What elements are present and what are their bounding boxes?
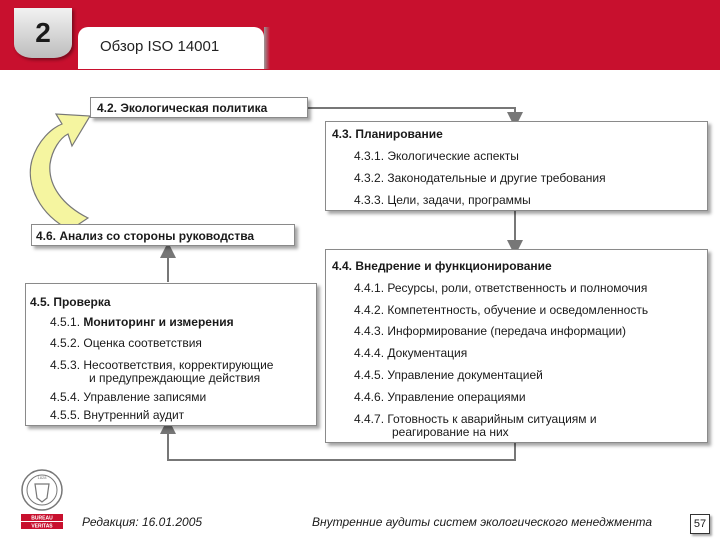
policy-box	[90, 97, 308, 118]
planning-box	[325, 121, 708, 211]
checking-item: и предупреждающие действия	[89, 371, 261, 385]
logo-brand-line1: BUREAU	[31, 515, 53, 522]
checking-item: 4.5.2. Оценка соответствия	[50, 336, 202, 350]
management-review-label: 4.6. Анализ со стороны руководства	[36, 229, 255, 243]
page-number: 57	[690, 514, 710, 534]
checking-item: 4.5.5. Внутренний аудит	[50, 408, 185, 422]
implementation-item: 4.4.5. Управление документацией	[354, 368, 543, 382]
implementation-item: 4.4.7. Готовность к аварийным ситуациям и	[354, 412, 597, 426]
checking-item: 4.5.4. Управление записями	[50, 390, 207, 404]
management-review-box	[31, 224, 295, 246]
implementation-item: 4.4.4. Документация	[354, 346, 468, 360]
implementation-box	[325, 249, 708, 443]
logo-brand-line2: VERITAS	[31, 523, 53, 530]
implementation-item: 4.4.3. Информирование (передача информации)	[354, 324, 627, 338]
implementation-item: реагирование на них	[392, 425, 509, 439]
checking-item-prefix: 4.5.1.	[50, 315, 84, 329]
footer-title: Внутренние аудиты систем экологического менеджмента	[312, 515, 653, 529]
policy-label: 4.2. Экологическая политика	[97, 101, 268, 115]
slide-number: 2	[14, 8, 72, 58]
planning-item: 4.3.2. Законодательные и другие требования	[354, 171, 606, 185]
checking-item: 4.5.3. Несоответствия, корректирующие	[50, 358, 274, 372]
page-title: Обзор ISO 14001	[78, 27, 264, 69]
implementation-item: 4.4.2. Компетентность, обучение и осведомленность	[354, 303, 649, 317]
checking-item-bold: Мониторинг и измерения	[83, 315, 234, 329]
implementation-item: 4.4.1. Ресурсы, роли, ответственность и полномочия	[354, 281, 648, 295]
planning-item: 4.3.3. Цели, задачи, программы	[354, 193, 531, 207]
checking-box	[25, 283, 317, 426]
curved-arrow-icon	[30, 114, 90, 230]
bureau-veritas-logo	[17, 468, 67, 530]
footer-date: Редакция: 16.01.2005	[82, 515, 203, 529]
planning-item: 4.3.1. Экологические аспекты	[354, 149, 519, 163]
checking-item	[50, 316, 234, 329]
planning-title: 4.3. Планирование	[332, 127, 443, 141]
connector-policy-planning	[308, 108, 515, 120]
checking-title: 4.5. Проверка	[30, 295, 111, 309]
logo-year: 1828	[37, 475, 47, 480]
implementation-item: 4.4.6. Управление операциями	[354, 390, 526, 404]
implementation-title: 4.4. Внедрение и функционирование	[332, 259, 552, 273]
